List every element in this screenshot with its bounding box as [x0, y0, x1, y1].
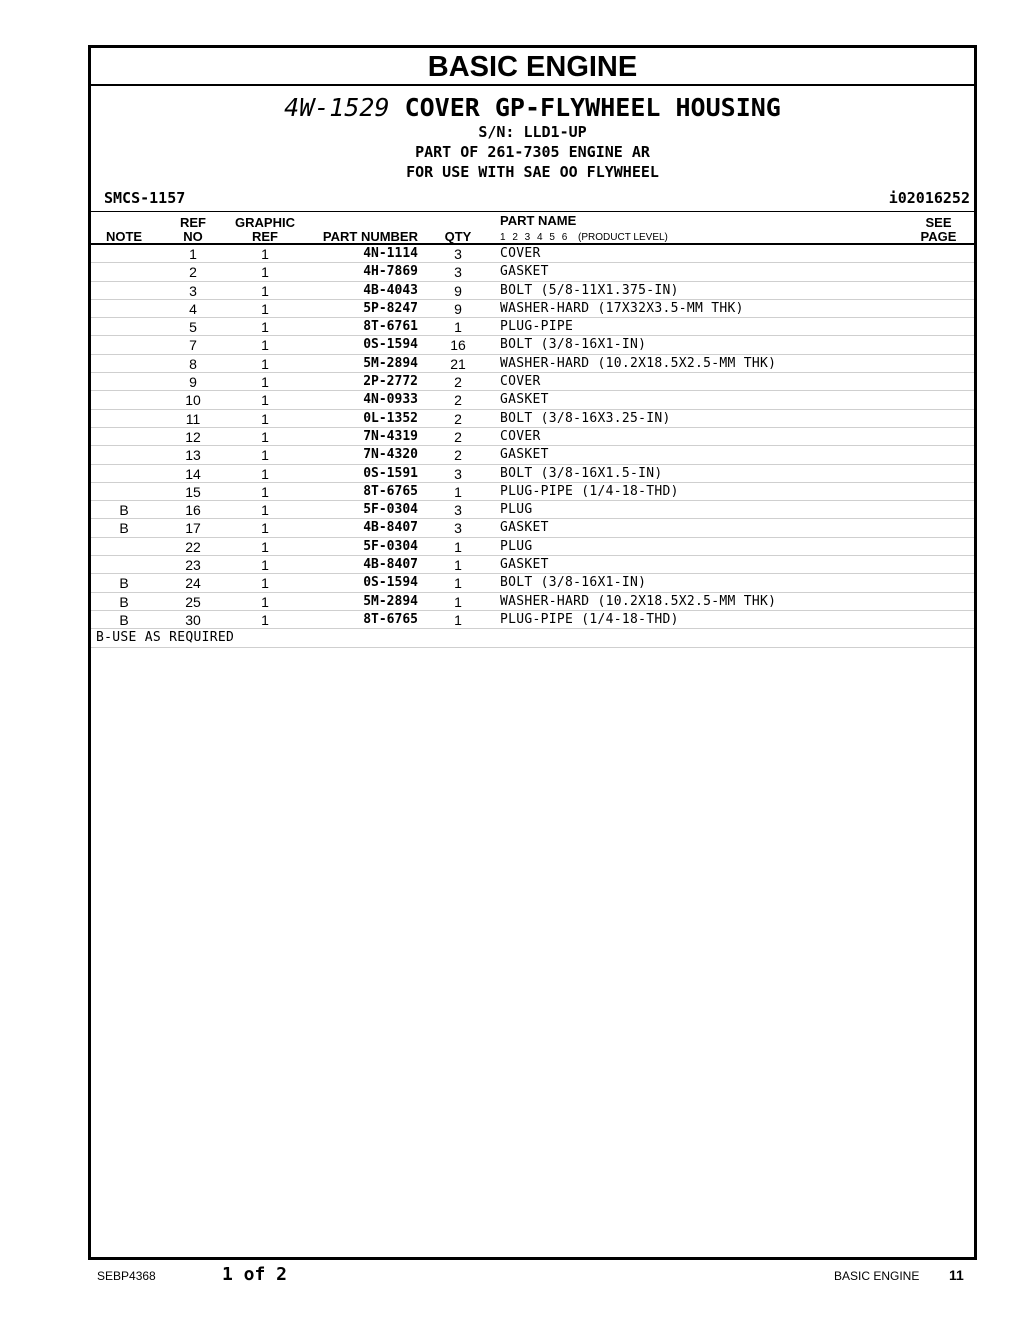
footer-page-number: 11 [949, 1267, 964, 1283]
part-number-cell: 7N-4320 [363, 447, 418, 463]
note-cell: B [119, 593, 129, 610]
part-name-cell: GASKET [500, 447, 549, 463]
part-number-cell: 0L-1352 [363, 410, 418, 426]
part-name-cell: WASHER-HARD (10.2X18.5X2.5-MM THK) [500, 355, 777, 371]
footer-doc-number: SEBP4368 [97, 1269, 156, 1283]
part-name-cell: PLUG-PIPE [500, 319, 574, 335]
ref-no-cell: 22 [185, 538, 201, 555]
part-name-cell: GASKET [500, 557, 549, 573]
part-number-cell: 4B-8407 [363, 520, 418, 536]
qty-cell: 1 [454, 611, 462, 628]
table-row [91, 318, 974, 336]
graphic-ref-cell: 1 [261, 355, 269, 372]
part-name-cell: PLUG [500, 502, 533, 518]
header-ref-top: REF [180, 215, 206, 230]
footer-section: BASIC ENGINE [834, 1269, 920, 1283]
part-number-cell: 5F-0304 [363, 502, 418, 518]
part-number-cell: 4N-0933 [363, 392, 418, 408]
part-number-cell: 2P-2772 [363, 374, 418, 390]
parts-list-frame [88, 45, 977, 1260]
part-name-cell: COVER [500, 374, 541, 390]
graphic-ref-cell: 1 [261, 483, 269, 500]
table-row [91, 373, 974, 391]
note-cell: B [119, 520, 129, 537]
part-name-cell: BOLT (3/8-16X1-IN) [500, 337, 647, 353]
note-cell: B [119, 611, 129, 628]
ref-no-cell: 3 [189, 282, 197, 299]
ref-no-cell: 25 [185, 593, 201, 610]
use-line: FOR USE WITH SAE OO FLYWHEEL [406, 163, 659, 181]
product-level-numbers: 1 2 3 4 5 6 [500, 232, 568, 243]
part-number-cell: 4B-4043 [363, 282, 418, 298]
qty-cell: 3 [454, 264, 462, 281]
qty-cell: 9 [454, 282, 462, 299]
part-name-cell: COVER [500, 246, 541, 261]
qty-cell: 1 [454, 538, 462, 555]
graphic-ref-cell: 1 [261, 246, 269, 262]
qty-cell: 1 [454, 483, 462, 500]
table-row [91, 282, 974, 300]
qty-cell: 1 [454, 557, 462, 574]
ref-no-cell: 7 [189, 337, 197, 354]
part-name-cell: COVER [500, 428, 541, 444]
table-row [91, 300, 974, 318]
graphic-ref-cell: 1 [261, 502, 269, 519]
qty-cell: 16 [450, 337, 466, 354]
part-number-cell: 4H-7869 [363, 264, 418, 280]
ref-no-cell: 14 [185, 465, 201, 482]
table-row [91, 355, 974, 373]
part-name-cell: BOLT (3/8-16X1.5-IN) [500, 465, 663, 481]
group-title [91, 94, 974, 122]
part-number-cell: 8T-6765 [363, 483, 418, 499]
graphic-ref-cell: 1 [261, 575, 269, 592]
table-row [91, 245, 974, 263]
section-title: BASIC ENGINE [91, 48, 974, 86]
graphic-ref-cell: 1 [261, 282, 269, 299]
table-row [91, 611, 974, 629]
table-row [91, 593, 974, 611]
ref-no-cell: 17 [185, 520, 201, 537]
product-levels [500, 232, 668, 243]
footer-page-of: 1 of 2 [222, 1264, 288, 1285]
part-name-cell: PLUG [500, 538, 533, 554]
qty-cell: 2 [454, 392, 462, 409]
qty-cell: 9 [454, 300, 462, 317]
graphic-ref-cell: 1 [261, 337, 269, 354]
header-part-number: PART NUMBER [322, 229, 418, 244]
table-row [91, 410, 974, 428]
graphic-ref-cell: 1 [261, 538, 269, 555]
graphic-ref-cell: 1 [261, 611, 269, 628]
qty-cell: 1 [454, 575, 462, 592]
table-row [91, 501, 974, 519]
part-number-cell: 8T-6765 [363, 611, 418, 627]
part-number-cell: 0S-1591 [363, 465, 418, 481]
qty-cell: 3 [454, 502, 462, 519]
graphic-ref-cell: 1 [261, 557, 269, 574]
footnote-row [91, 629, 974, 647]
part-number-cell: 5M-2894 [363, 593, 418, 609]
table-row [91, 538, 974, 556]
table-row [91, 483, 974, 501]
ref-no-cell: 23 [185, 557, 201, 574]
qty-cell: 1 [454, 319, 462, 336]
part-number-cell: 7N-4319 [363, 428, 418, 444]
ref-no-cell: 13 [185, 447, 201, 464]
qty-cell: 2 [454, 428, 462, 445]
graphic-ref-cell: 1 [261, 465, 269, 482]
smcs-code: SMCS-1157 [104, 189, 186, 207]
qty-cell: 3 [454, 465, 462, 482]
note-cell: B [119, 575, 129, 592]
ref-no-cell: 12 [185, 428, 201, 445]
ref-no-cell: 4 [189, 300, 197, 317]
graphic-ref-cell: 1 [261, 264, 269, 281]
group-number: 4W-1529 [284, 93, 390, 122]
graphic-ref-cell: 1 [261, 374, 269, 391]
qty-cell: 2 [454, 447, 462, 464]
part-number-cell: 4B-8407 [363, 557, 418, 573]
table-row [91, 391, 974, 409]
part-number-cell: 0S-1594 [363, 337, 418, 353]
header-note: NOTE [105, 229, 143, 244]
table-row [91, 428, 974, 446]
graphic-ref-cell: 1 [261, 447, 269, 464]
qty-cell: 2 [454, 410, 462, 427]
table-row [91, 465, 974, 483]
part-number-cell: 5P-8247 [363, 300, 418, 316]
parts-table [91, 245, 974, 648]
group-name: COVER GP-FLYWHEEL HOUSING [404, 93, 781, 122]
qty-cell: 1 [454, 593, 462, 610]
header-top-rule [91, 211, 974, 212]
graphic-ref-cell: 1 [261, 410, 269, 427]
ref-no-cell: 15 [185, 483, 201, 500]
part-number-cell: 0S-1594 [363, 575, 418, 591]
table-row [91, 446, 974, 464]
ref-no-cell: 16 [185, 502, 201, 519]
ref-no-cell: 30 [185, 611, 201, 628]
qty-cell: 3 [454, 246, 462, 262]
header-see-top: SEE [925, 215, 952, 230]
ref-no-cell: 11 [185, 410, 201, 427]
part-name-cell: GASKET [500, 264, 549, 280]
part-name-cell: BOLT (3/8-16X3.25-IN) [500, 410, 671, 426]
illustration-id: i02016252 [888, 189, 970, 207]
table-row [91, 263, 974, 281]
ref-no-cell: 8 [189, 355, 197, 372]
table-row [91, 519, 974, 537]
qty-cell: 21 [450, 355, 466, 372]
graphic-ref-cell: 1 [261, 319, 269, 336]
part-name-cell: PLUG-PIPE (1/4-18-THD) [500, 483, 679, 499]
part-name-cell: BOLT (5/8-11X1.375-IN) [500, 282, 679, 298]
header-graphic-bottom: REF [252, 229, 278, 244]
ref-no-cell: 5 [189, 319, 197, 336]
serial-range: S/N: LLD1-UP [478, 123, 587, 141]
header-see-bottom: PAGE [920, 229, 957, 244]
part-number-cell: 8T-6761 [363, 319, 418, 335]
part-name-cell: PLUG-PIPE (1/4-18-THD) [500, 611, 679, 627]
graphic-ref-cell: 1 [261, 300, 269, 317]
table-row [91, 336, 974, 354]
part-number-cell: 5M-2894 [363, 355, 418, 371]
ref-no-cell: 10 [185, 392, 201, 409]
table-row [91, 574, 974, 592]
part-name-cell: WASHER-HARD (10.2X18.5X2.5-MM THK) [500, 593, 777, 609]
graphic-ref-cell: 1 [261, 428, 269, 445]
part-name-cell: GASKET [500, 392, 549, 408]
part-name-cell: GASKET [500, 520, 549, 536]
footnote-text: B-USE AS REQUIRED [96, 630, 235, 646]
part-number-cell: 5F-0304 [363, 538, 418, 554]
ref-no-cell: 9 [189, 374, 197, 391]
product-level-label: (PRODUCT LEVEL) [578, 232, 668, 243]
graphic-ref-cell: 1 [261, 520, 269, 537]
header-qty: QTY [444, 229, 472, 244]
table-row [91, 556, 974, 574]
header-part-name: PART NAME [500, 213, 577, 228]
part-number-cell: 4N-1114 [363, 246, 418, 261]
header-graphic-top: GRAPHIC [235, 215, 295, 230]
ref-no-cell: 1 [189, 246, 197, 262]
header-ref-bottom: NO [183, 229, 203, 244]
part-name-cell: WASHER-HARD (17X32X3.5-MM THK) [500, 300, 744, 316]
graphic-ref-cell: 1 [261, 593, 269, 610]
graphic-ref-cell: 1 [261, 392, 269, 409]
part-name-cell: BOLT (3/8-16X1-IN) [500, 575, 647, 591]
ref-no-cell: 2 [189, 264, 197, 281]
ref-no-cell: 24 [185, 575, 201, 592]
note-cell: B [119, 502, 129, 519]
part-of-line: PART OF 261-7305 ENGINE AR [415, 143, 650, 161]
qty-cell: 3 [454, 520, 462, 537]
qty-cell: 2 [454, 374, 462, 391]
